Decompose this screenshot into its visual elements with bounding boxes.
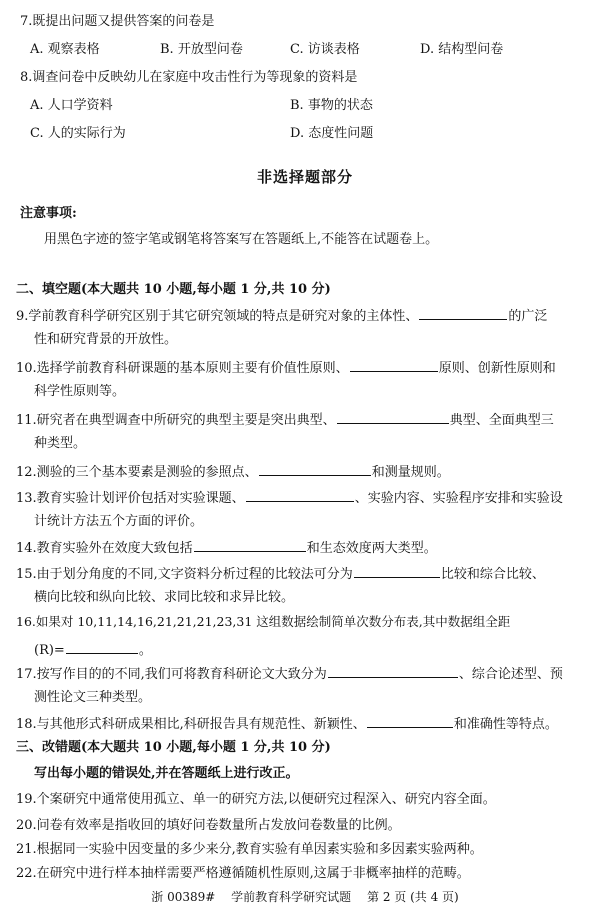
q12-text-b: 和测量规则。 [371, 465, 450, 480]
q15-line2: 横向比较和纵向比较、求同比较和求异比较。 [34, 590, 295, 605]
q10-text-b: 原则、创新性原则和 [438, 361, 556, 376]
footer-code: 浙 00389# [151, 890, 216, 904]
q7-option-a: A. 观察表格 [30, 42, 100, 57]
q8-option-c: C. 人的实际行为 [30, 126, 126, 141]
q8-option-b: B. 事物的状态 [290, 98, 373, 113]
q19: 19.个案研究中通常使用孤立、单一的研究方法,以便研究过程深入、研究内容全面。 [16, 792, 496, 807]
part2-heading: 二、填空题(本大题共 10 小题,每小题 1 分,共 10 分) [16, 282, 331, 297]
q10-line1 [16, 358, 556, 377]
footer-page-number: 第 2 页 (共 4 页) [367, 890, 459, 904]
q13-text-b: 、实验内容、实验程序安排和实验设 [354, 491, 563, 506]
q9-text-a: 9.学前教育科学研究区别于其它研究领域的特点是研究对象的主体性、 [16, 309, 419, 324]
q13-line2: 计统计方法五个方面的评价。 [34, 514, 204, 529]
q18-line1 [16, 714, 558, 733]
part3-heading: 三、改错题(本大题共 10 小题,每小题 1 分,共 10 分) [16, 740, 331, 755]
q11-line2: 种类型。 [34, 436, 87, 451]
part3-instruction: 写出每小题的错误处,并在答题纸上进行改正。 [34, 766, 299, 781]
q15-line1 [16, 564, 545, 583]
q9-line2: 性和研究背景的开放性。 [34, 332, 178, 347]
q10-text-a: 10.选择学前教育科研课题的基本原则主要有价值性原则、 [16, 361, 349, 376]
q11-line1 [16, 410, 554, 429]
q10-blank[interactable] [350, 358, 438, 372]
q13-blank[interactable] [246, 488, 354, 502]
footer-subject: 学前教育科学研究试题 [231, 890, 352, 904]
q7-option-d: D. 结构型问卷 [420, 42, 504, 57]
q7-stem: 7.既提出问题又提供答案的问卷是 [20, 14, 215, 29]
q13-text-a: 13.教育实验计划评价包括对实验课题、 [16, 491, 245, 506]
q17-line1 [16, 664, 563, 683]
q8-option-d: D. 态度性问题 [290, 126, 374, 141]
q11-text-a: 11.研究者在典型调查中所研究的典型主要是突出典型、 [16, 413, 336, 428]
q16-line2 [34, 640, 152, 659]
q22: 22.在研究中进行样本抽样需要严格遵循随机性原则,这属于非概率抽样的范畴。 [16, 866, 470, 881]
q14-text-b: 和生态效度两大类型。 [306, 541, 437, 556]
section-title: 非选择题部分 [256, 168, 353, 186]
q18-text-a: 18.与其他形式科研成果相比,科研报告具有规范性、新颖性、 [16, 717, 366, 732]
q8-option-a: A. 人口学资料 [30, 98, 113, 113]
q9-line1 [16, 306, 547, 325]
q9-blank[interactable] [419, 306, 507, 320]
q15-text-b: 比较和综合比较、 [440, 567, 545, 582]
q20: 20.问卷有效率是指收回的填好问卷数量所占发放问卷数量的比例。 [16, 818, 401, 833]
q16-text-b: (R)= [34, 643, 65, 658]
q13-line1 [16, 488, 563, 507]
q16-line1: 16.如果对 10,11,14,16,21,21,21,23,31 这组数据绘制简单次数分布表,其中数据组全距 [16, 614, 511, 629]
q12-blank[interactable] [259, 462, 371, 476]
q15-text-a: 15.由于划分角度的不同,文字资料分析过程的比较法可分为 [16, 567, 353, 582]
q21: 21.根据同一实验中因变量的多少来分,教育实验有单因素实验和多因素实验两种。 [16, 842, 483, 857]
q16-blank[interactable] [66, 640, 138, 654]
q17-blank[interactable] [328, 664, 458, 678]
q15-blank[interactable] [354, 564, 440, 578]
q11-blank[interactable] [337, 410, 449, 424]
q14-blank[interactable] [194, 538, 306, 552]
q12-text-a: 12.测验的三个基本要素是测验的参照点、 [16, 465, 258, 480]
page-footer [0, 888, 610, 905]
q14-text-a: 14.教育实验外在效度大致包括 [16, 541, 193, 556]
q11-text-b: 典型、全面典型三 [449, 413, 554, 428]
q17-text-a: 17.按写作目的的不同,我们可将教育科研论文大致分为 [16, 667, 327, 682]
q12-line1 [16, 462, 450, 481]
q17-line2: 测性论文三种类型。 [34, 690, 152, 705]
q18-text-b: 和准确性等特点。 [453, 717, 558, 732]
q17-text-b: 、综合论述型、预 [458, 667, 563, 682]
q8-stem: 8.调查问卷中反映幼儿在家庭中攻击性行为等现象的资料是 [20, 70, 358, 85]
q10-line2: 科学性原则等。 [34, 384, 126, 399]
q7-option-c: C. 访谈表格 [290, 42, 360, 57]
q18-blank[interactable] [367, 714, 453, 728]
q7-option-b: B. 开放型问卷 [160, 42, 243, 57]
q9-text-b: 的广泛 [508, 309, 548, 324]
notice-heading: 注意事项: [20, 206, 77, 221]
q16-text-c: 。 [138, 643, 152, 658]
notice-text: 用黑色字迹的签字笔或钢笔将答案写在答题纸上,不能答在试题卷上。 [44, 232, 439, 247]
q14-line1 [16, 538, 437, 557]
